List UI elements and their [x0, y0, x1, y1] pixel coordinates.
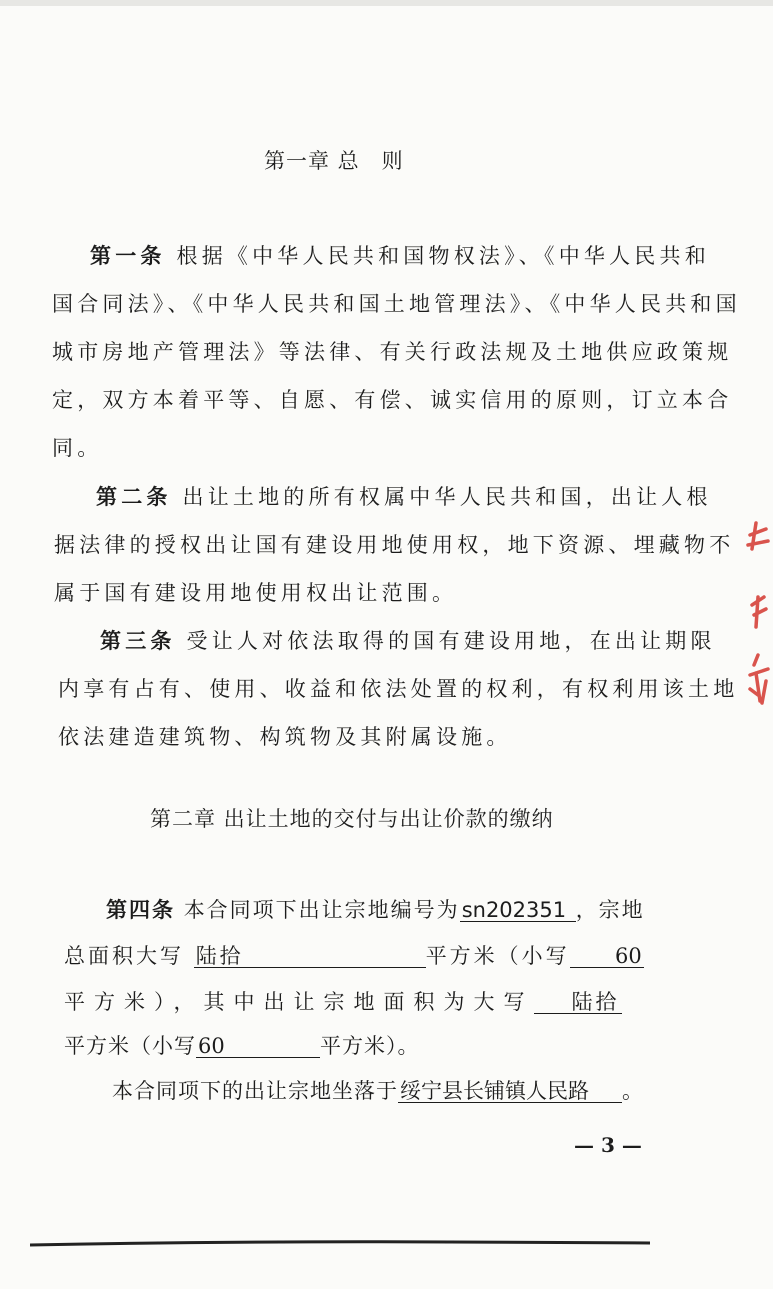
- parcel-number-field: sn202351: [460, 899, 576, 922]
- article-1-line-1: 第一条 根据《中华人民共和国物权法》、《中华人民共和: [90, 243, 710, 268]
- article-2-label: 第二条: [96, 484, 172, 509]
- page-number: — 3 —: [574, 1133, 642, 1157]
- chapter-2-title: 第二章 出让土地的交付与出让价款的缴纳: [150, 807, 554, 831]
- total-area-uppercase-field: 陆拾: [194, 945, 426, 968]
- article-3-line-1: 第三条 受让人对依法取得的国有建设用地，在出让期限: [100, 628, 716, 653]
- article-2-line-2: 据法律的授权出让国有建设用地使用权，地下资源、埋藏物不: [54, 533, 735, 557]
- article-4-label: 第四条: [106, 897, 175, 922]
- total-area-lowercase-field: 60: [570, 945, 644, 968]
- article-1-line-2: 国合同法》、《中华人民共和国土地管理法》、《中华人民共和国: [52, 292, 741, 316]
- scan-top-edge: [0, 0, 773, 6]
- article-3-line-2: 内享有占有、使用、收益和依法处置的权利，有权利用该土地: [58, 677, 739, 701]
- scan-edge-line: [30, 1239, 650, 1248]
- article-4-line-3: 平方米），其中出让宗地面积为大写 陆拾: [64, 990, 620, 1014]
- article-1-line-3: 城市房地产管理法》等法律、有关行政法规及土地供应政策规: [52, 340, 733, 364]
- article-4-line-1: 第四条 本合同项下出让宗地编号为sn202351 ，宗地: [106, 897, 645, 922]
- red-seal-stamp: [738, 505, 773, 715]
- sold-area-uppercase-field: 陆拾: [534, 991, 622, 1014]
- article-4-location-line: 本合同项下的出让宗地坐落于绥宁县长铺镇人民路 。: [112, 1079, 644, 1103]
- article-2-line-1: 第二条 出让土地的所有权属中华人民共和国，出让人根: [96, 484, 712, 509]
- article-2-line-3: 属于国有建设用地使用权出让范围。: [54, 581, 458, 605]
- article-3-label: 第三条: [100, 628, 176, 653]
- article-1-label: 第一条: [90, 243, 166, 268]
- article-4-line-4: 平方米（小写60 平方米）。: [64, 1034, 420, 1058]
- chapter-1-title: 第一章 总 则: [264, 149, 404, 173]
- article-3-line-3: 依法建造建筑物、构筑物及其附属设施。: [58, 725, 512, 749]
- location-field: 绥宁县长铺镇人民路: [398, 1080, 622, 1103]
- sold-area-lowercase-field: 60: [196, 1035, 320, 1058]
- article-1-line-4: 定，双方本着平等、自愿、有偿、诚实信用的原则，订立本合: [52, 388, 733, 412]
- article-4-line-2: 总面积大写 陆拾 平方米（小写 60: [64, 944, 642, 968]
- article-1-line-5: 同。: [52, 436, 103, 460]
